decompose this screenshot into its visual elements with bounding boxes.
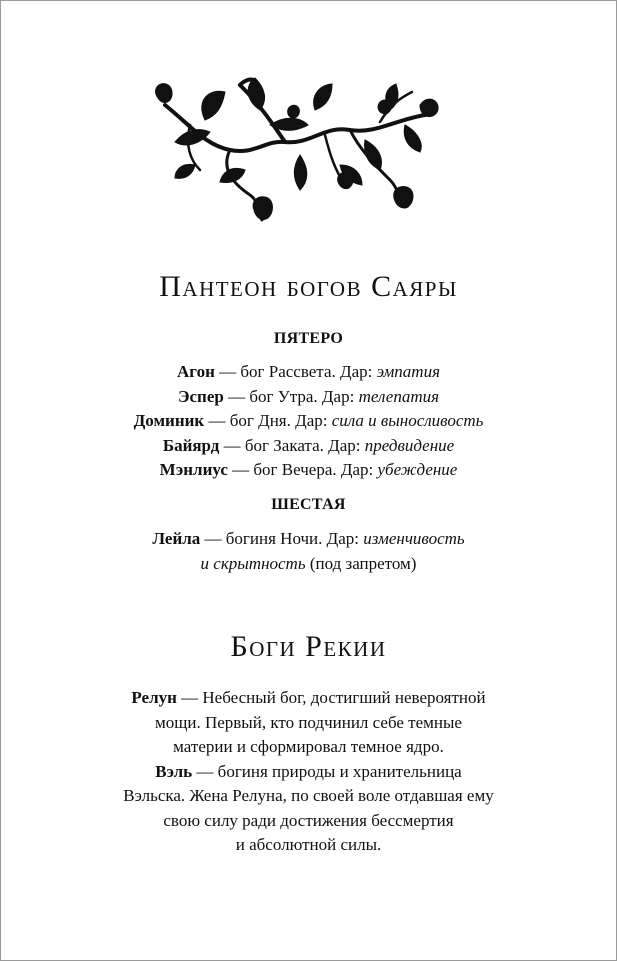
five-gods-list — [0, 360, 617, 483]
subheading-sixth: ШЕСТАЯ — [271, 496, 346, 513]
paragraph-line — [0, 760, 617, 785]
god-gift: сила и выносливость — [331, 411, 484, 430]
paragraph-line: мощи. Первый, кто подчинил себе темные — [155, 712, 462, 732]
list-item-continuation — [0, 552, 617, 577]
list-item — [0, 458, 617, 483]
paragraph-line: и абсолютной силы. — [235, 835, 382, 854]
list-item — [0, 434, 617, 459]
god-gift: предвидение — [364, 435, 455, 455]
god-gift: убеждение — [377, 460, 458, 479]
god-description: — бог Рассвета. Дар: — [214, 362, 377, 381]
god-name: Агон — [177, 362, 215, 381]
god-gift: изменчивость — [363, 529, 465, 548]
god-name: Байярд — [162, 435, 220, 455]
god-gift-continued: и скрытность — [200, 553, 306, 573]
list-item — [0, 385, 617, 410]
god-gift: эмпатия — [376, 362, 440, 381]
list-item — [0, 360, 617, 385]
paragraph-line — [0, 686, 617, 711]
god-description: — бог Утра. Дар: — [223, 386, 359, 406]
god-name: Доминик — [133, 411, 205, 430]
paragraph-line: материи и сформировал темное ядро. — [173, 737, 444, 756]
sixth-goddess-entry — [0, 527, 617, 576]
god-name: Вэль — [155, 761, 193, 781]
paragraph-line: свою силу ради достижения бессмертия — [163, 810, 454, 830]
god-name: Лейла — [152, 529, 201, 548]
paragraph-line: Вэльска. Жена Релуна, по своей воле отдавшая ему — [123, 786, 494, 805]
line-text: — богиня природы и хранительница — [192, 761, 462, 781]
god-description: — бог Заката. Дар: — [219, 435, 365, 455]
god-name: Мэнлиус — [159, 460, 228, 479]
god-name: Релун — [131, 688, 177, 707]
subheading-five: ПЯТЕРО — [273, 330, 344, 347]
rekia-gods-paragraph — [0, 686, 617, 858]
list-item — [0, 409, 617, 434]
rose-branch-icon — [150, 70, 440, 235]
god-gift: телепатия — [358, 386, 440, 406]
line-text: — Небесный бог, достигший невероятной — [176, 688, 486, 707]
god-description: — богиня Ночи. Дар: — [200, 529, 364, 548]
god-description: — бог Вечера. Дар: — [227, 460, 378, 479]
god-description: — бог Дня. Дар: — [204, 411, 332, 430]
gift-note: (под запретом) — [305, 553, 417, 573]
list-item — [0, 527, 617, 552]
heading-rekia-gods: Боги Рекии — [230, 630, 387, 663]
heading-pantheon: Пантеон богов Саяры — [159, 270, 458, 303]
god-name: Эспер — [177, 386, 224, 406]
